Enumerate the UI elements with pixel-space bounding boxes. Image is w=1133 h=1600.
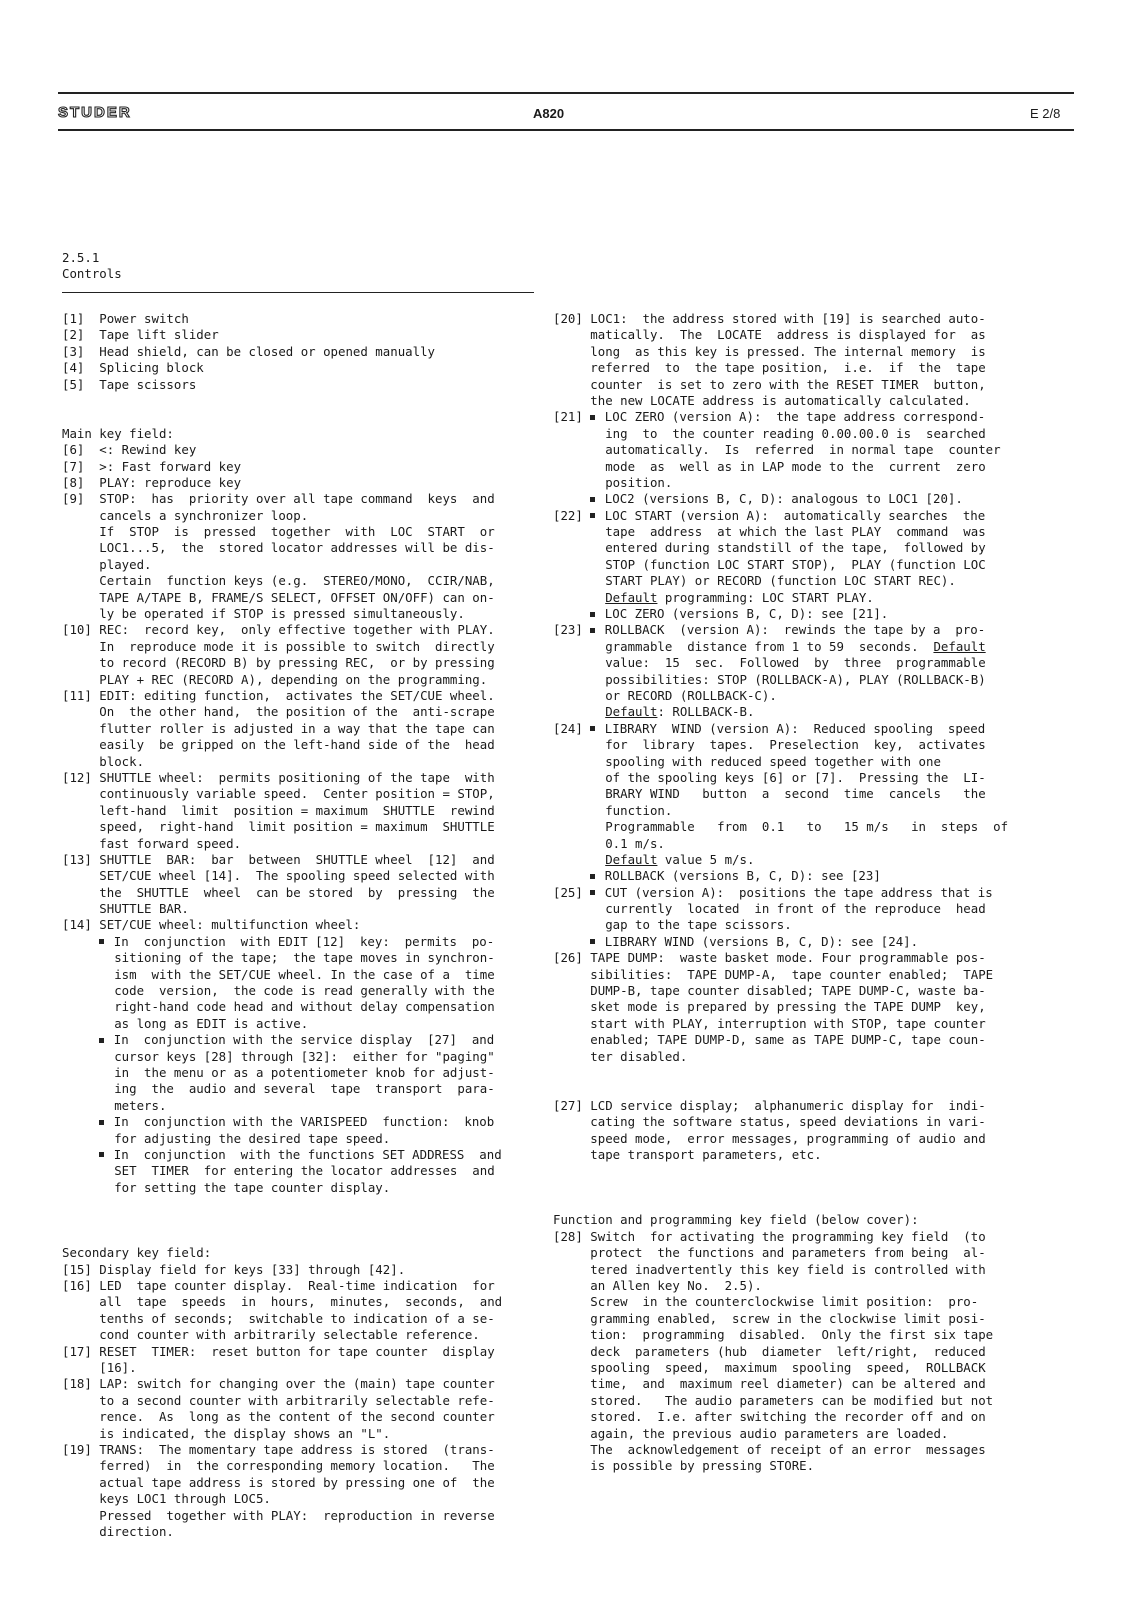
left-column-line: LOC1...5, the stored locator addresses will be dis-	[62, 540, 495, 556]
left-column-line: to record (RECORD B) by pressing REC, or by pressing	[62, 655, 495, 671]
left-column-line: actual tape address is stored by pressing one of the	[62, 1474, 495, 1490]
section-heading	[62, 250, 122, 282]
bullet-icon	[99, 1152, 104, 1157]
section-rule	[62, 292, 534, 293]
left-column-line	[62, 1229, 502, 1245]
bullet-icon	[590, 513, 595, 518]
left-column-line: [19] TRANS: The momentary tape address is stored (trans-	[62, 1441, 495, 1457]
left-column-line: If STOP is pressed together with LOC START or	[62, 524, 495, 540]
bullet-icon	[590, 726, 595, 731]
left-column-line	[62, 1212, 502, 1228]
left-column-line: sitioning of the tape; the tape moves in synchron-	[62, 950, 495, 966]
left-column-line: [8] PLAY: reproduce key	[62, 474, 242, 490]
right-column-line: [26] TAPE DUMP: waste basket mode. Four programmable pos-	[553, 950, 986, 966]
left-column-line: [3] Head shield, can be closed or opened manually	[62, 343, 435, 359]
left-column-line: right-hand code head and without delay compensation	[62, 999, 495, 1015]
left-column-line: TAPE A/TAPE B, FRAME/S SELECT, OFFSET ON/OFF) can on-	[62, 589, 495, 605]
left-column-line: cond counter with arbitrarily selectable reference.	[62, 1327, 480, 1343]
left-column-line: meters.	[62, 1097, 167, 1113]
left-column-line: as long as EDIT is active.	[62, 1015, 309, 1031]
bullet-icon	[590, 415, 595, 420]
right-column-line: long as this key is pressed. The internal memory is	[553, 343, 986, 359]
bullet-icon	[99, 939, 104, 944]
right-column-line: START PLAY) or RECORD (function LOC START REC).	[553, 573, 956, 589]
right-column-line: spooling speed, maximum spooling speed, ROLLBACK	[553, 1360, 986, 1375]
left-column-line: [10] REC: record key, only effective together with PLAY.	[62, 622, 495, 638]
right-column-line: time, and maximum reel diameter) can be altered and	[553, 1376, 986, 1392]
right-column-line: matically. The LOCATE address is displayed for as	[553, 327, 986, 343]
left-column-line: Secondary key field:	[62, 1245, 212, 1261]
right-column-line: of the spooling keys [6] or [7]. Pressing the LI-	[553, 769, 986, 785]
underlined-word: Default	[605, 589, 658, 605]
left-column-line: keys LOC1 through LOC5.	[62, 1491, 271, 1507]
right-column-line: gap to the tape scissors.	[553, 917, 792, 933]
section-number: 2.5.1	[62, 250, 100, 265]
left-column-line: continuously variable speed. Center position = STOP,	[62, 786, 495, 802]
left-column-line: block.	[62, 753, 145, 769]
left-column	[62, 311, 502, 1540]
left-column-line: SET TIMER for entering the locator addresses and	[62, 1163, 495, 1179]
left-column-line: [12] SHUTTLE wheel: permits positioning of the tape with	[62, 769, 495, 785]
left-column-line: [6] <: Rewind key	[62, 442, 197, 458]
right-column-line: DUMP-B, tape counter disabled; TAPE DUMP-C, waste ba-	[553, 983, 986, 999]
right-column-line: sket mode is prepared by pressing the TAPE DUMP key,	[553, 999, 986, 1015]
right-column-line: [21] LOC ZERO (version A): the tape address correspond-	[553, 409, 986, 425]
right-column-line: Function and programming key field (below cover):	[553, 1212, 919, 1228]
model-label: A820	[533, 106, 565, 121]
left-column-line	[62, 1196, 502, 1212]
bullet-icon	[590, 939, 595, 944]
right-column-line: tape address at which the last PLAY command was	[553, 524, 986, 540]
left-column-line: In conjunction with EDIT [12] key: permits po-	[62, 934, 502, 950]
left-column-line: flutter roller is adjusted in a way that the tape can	[62, 720, 495, 736]
right-column-line: speed mode, error messages, programming of audio and	[553, 1130, 986, 1146]
left-column-line: [13] SHUTTLE BAR: bar between SHUTTLE wheel [12] and	[62, 851, 495, 867]
right-column-line: 0.1 m/s.	[553, 835, 665, 851]
left-column-line	[62, 393, 502, 409]
left-column-line: ism with the SET/CUE wheel. In the case of a time	[62, 966, 495, 982]
left-column-line: tenths of seconds; switchable to indication of a se-	[62, 1310, 495, 1326]
right-column-line: ter disabled.	[553, 1048, 688, 1064]
left-column-line: ly be operated if STOP is pressed simultaneously.	[62, 606, 465, 622]
left-column-line: Pressed together with PLAY: reproduction in reverse	[62, 1507, 495, 1523]
right-column-line: enabled; TAPE DUMP-D, same as TAPE DUMP-C, tape coun-	[553, 1032, 986, 1048]
right-column-line: or RECORD (ROLLBACK-C).	[553, 687, 777, 703]
right-column-line: [28] Switch for activating the programming key field (to	[553, 1228, 986, 1244]
right-column-line: counter is set to zero with the RESET TIMER button,	[553, 376, 986, 392]
left-column-line: Certain function keys (e.g. STEREO/MONO, CCIR/NAB,	[62, 573, 495, 589]
left-column-line: played.	[62, 556, 152, 572]
underlined-word: Default	[605, 851, 658, 867]
right-column-line: Default: ROLLBACK-B.	[605, 704, 755, 720]
right-column-line: Default programming: LOC START PLAY.	[605, 589, 874, 605]
right-column-line	[553, 1196, 1008, 1212]
left-column-line: rence. As long as the content of the second counter	[62, 1409, 495, 1425]
right-column-line: an Allen key No. 2.5).	[553, 1278, 762, 1294]
left-column-line: In conjunction with the functions SET ADDRESS and	[62, 1147, 502, 1163]
left-column-line: [17] RESET TIMER: reset button for tape counter display	[62, 1343, 495, 1359]
left-column-line: [5] Tape scissors	[62, 376, 197, 392]
left-column-line: for adjusting the desired tape speed.	[62, 1130, 391, 1146]
right-column-line	[553, 1065, 1008, 1081]
right-column	[553, 311, 1008, 1475]
right-column-line: [27] LCD service display; alphanumeric display for indi-	[553, 1097, 986, 1113]
left-column-line: for setting the tape counter display.	[62, 1179, 391, 1195]
right-column-line: the new LOCATE address is automatically calculated.	[553, 392, 971, 408]
right-column-line: function.	[553, 802, 673, 818]
left-column-line: speed, right-hand limit position = maximum SHUTTLE	[62, 819, 495, 835]
right-column-line: [20] LOC1: the address stored with [19] is searched auto-	[553, 311, 986, 326]
left-column-line: easily be gripped on the left-hand side of the head	[62, 737, 495, 753]
right-column-line: grammable distance from 1 to 59 seconds. Default	[553, 638, 986, 654]
right-column-line: start with PLAY, interruption with STOP, tape counter	[553, 1015, 986, 1031]
right-column-line: [24] LIBRARY WIND (version A): Reduced spooling speed	[553, 720, 986, 736]
right-column-line: spooling with reduced speed together with one	[553, 753, 941, 769]
right-column-line: value: 15 sec. Followed by three programmable	[553, 655, 986, 671]
right-column-line: Screw in the counterclockwise limit position: pro-	[553, 1294, 979, 1310]
right-column-line: tered inadvertently this key field is controlled with	[553, 1261, 986, 1277]
left-column-line: cursor keys [28] through [32]: either for "paging"	[62, 1048, 495, 1064]
right-column-line: position.	[553, 474, 673, 490]
left-column-line: SET/CUE wheel [14]. The spooling speed selected with	[62, 868, 495, 884]
left-column-line: [18] LAP: switch for changing over the (main) tape counter	[62, 1376, 495, 1392]
header-top-rule	[58, 92, 1074, 94]
left-column-line: [16].	[62, 1360, 137, 1375]
left-column-line: all tape speeds in hours, minutes, seconds, and	[62, 1294, 503, 1310]
right-column-line: tion: programming disabled. Only the first six tape	[553, 1327, 994, 1343]
right-column-line: currently located in front of the reproduce head	[553, 901, 986, 917]
underlined-word: Default	[605, 704, 658, 720]
left-column-line: [1] Power switch	[62, 311, 189, 326]
page-number: E 2/8	[1030, 106, 1061, 121]
left-column-line: SHUTTLE BAR.	[62, 901, 189, 917]
right-column-line: Programmable from 0.1 to 15 m/s in steps of	[553, 819, 1009, 835]
right-column-line: possibilities: STOP (ROLLBACK-A), PLAY (ROLLBACK-B)	[553, 671, 986, 687]
right-column-line: STOP (function LOC START STOP), PLAY (function LOC	[553, 556, 986, 572]
left-column-line: [4] Splicing block	[62, 360, 204, 376]
left-column-line: cancels a synchronizer loop.	[62, 507, 309, 523]
right-column-line: LIBRARY WIND (versions B, C, D): see [24].	[553, 934, 1008, 950]
right-column-line: deck parameters (hub diameter left/right, reduced	[553, 1343, 986, 1359]
right-column-line	[553, 1081, 1008, 1097]
right-column-line: protect the functions and parameters from being al-	[553, 1245, 986, 1261]
underlined-word: Default	[933, 638, 986, 654]
left-column-line: direction.	[62, 1523, 174, 1539]
right-column-line: automatically. Is referred in normal tape counter	[553, 442, 1001, 458]
left-column-line: ing the audio and several tape transport para-	[62, 1081, 495, 1097]
right-column-line: again, the previous audio parameters are loaded.	[553, 1425, 949, 1441]
right-column-line: [22] LOC START (version A): automatically searches the	[553, 507, 986, 523]
left-column-line: In conjunction with the service display [27] and	[62, 1032, 502, 1048]
right-column-line: gramming enabled, screw in the clockwise limit posi-	[553, 1310, 986, 1326]
right-column-line: sibilities: TAPE DUMP-A, tape counter enabled; TAPE	[553, 966, 994, 982]
right-column-line: Default value 5 m/s.	[605, 851, 755, 867]
studer-logo: STUDER	[58, 104, 132, 121]
right-column-line: The acknowledgement of receipt of an error messages	[553, 1441, 986, 1457]
right-column-line: [25] CUT (version A): positions the tape address that is	[553, 884, 993, 900]
bullet-icon	[590, 628, 595, 633]
left-column-line: left-hand limit position = maximum SHUTTLE rewind	[62, 802, 495, 818]
left-column-line: PLAY + REC (RECORD A), depending on the programming.	[62, 671, 488, 687]
left-column-line: code version, the code is read generally with the	[62, 983, 495, 999]
right-column-line: cating the software status, speed deviations in vari-	[553, 1114, 986, 1130]
left-column-line: in the menu or as a potentiometer knob for adjust-	[62, 1064, 495, 1080]
right-column-line: LOC2 (versions B, C, D): analogous to LOC1 [20].	[553, 491, 1008, 507]
bullet-icon	[590, 874, 595, 879]
bullet-icon	[590, 890, 595, 895]
bullet-icon	[99, 1038, 104, 1043]
left-column-line: ferred) in the corresponding memory location. The	[62, 1458, 495, 1474]
right-column-line: [23] ROLLBACK (version A): rewinds the tape by a pro-	[553, 622, 986, 638]
right-column-line: LOC ZERO (versions B, C, D): see [21].	[553, 606, 1008, 622]
section-title: Controls	[62, 266, 122, 281]
left-column-line: [15] Display field for keys [33] through [42].	[62, 1261, 406, 1277]
right-column-line: stored. The audio parameters can be modified but not	[553, 1392, 994, 1408]
right-column-line: tape transport parameters, etc.	[553, 1146, 822, 1162]
right-column-line	[553, 1180, 1008, 1196]
left-column-line: to a second counter with arbitrarily selectable refe-	[62, 1392, 495, 1408]
right-column-line	[553, 1163, 1008, 1179]
right-column-line: ROLLBACK (versions B, C, D): see [23]	[553, 868, 1008, 884]
right-column-line: for library tapes. Preselection key, activates	[553, 737, 986, 753]
bullet-icon	[99, 1120, 104, 1125]
left-column-line: is indicated, the display shows an "L".	[62, 1425, 391, 1441]
left-column-line: [9] STOP: has priority over all tape command keys and	[62, 491, 495, 507]
right-column-line: ing to the counter reading 0.00.00.0 is searched	[553, 425, 986, 441]
left-column-line: fast forward speed.	[62, 835, 242, 851]
bullet-icon	[590, 612, 595, 617]
header-bottom-rule	[58, 129, 1074, 131]
right-column-line: referred to the tape position, i.e. if the tape	[553, 360, 986, 376]
right-column-line: BRARY WIND button a second time cancels the	[553, 786, 986, 802]
right-column-line: entered during standstill of the tape, followed by	[553, 540, 986, 556]
bullet-icon	[590, 497, 595, 502]
left-column-line: [14] SET/CUE wheel: multifunction wheel:	[62, 917, 361, 933]
left-column-line: In reproduce mode it is possible to switch directly	[62, 638, 495, 654]
right-column-line: stored. I.e. after switching the recorder off and on	[553, 1409, 986, 1425]
left-column-line: [16] LED tape counter display. Real-time indication for	[62, 1278, 495, 1294]
left-column-line: Main key field:	[62, 425, 174, 441]
left-column-line: [11] EDIT: editing function, activates the SET/CUE wheel.	[62, 687, 495, 703]
right-column-line: is possible by pressing STORE.	[553, 1458, 815, 1474]
right-column-line: mode as well as in LAP mode to the current zero	[553, 458, 986, 474]
left-column-line: [7] >: Fast forward key	[62, 458, 242, 474]
left-column-line	[62, 409, 502, 425]
left-column-line: the SHUTTLE wheel can be stored by pressing the	[62, 884, 495, 900]
left-column-line: In conjunction with the VARISPEED function: knob	[62, 1114, 502, 1130]
left-column-line: [2] Tape lift slider	[62, 327, 219, 343]
left-column-line: On the other hand, the position of the anti-scrape	[62, 704, 495, 720]
